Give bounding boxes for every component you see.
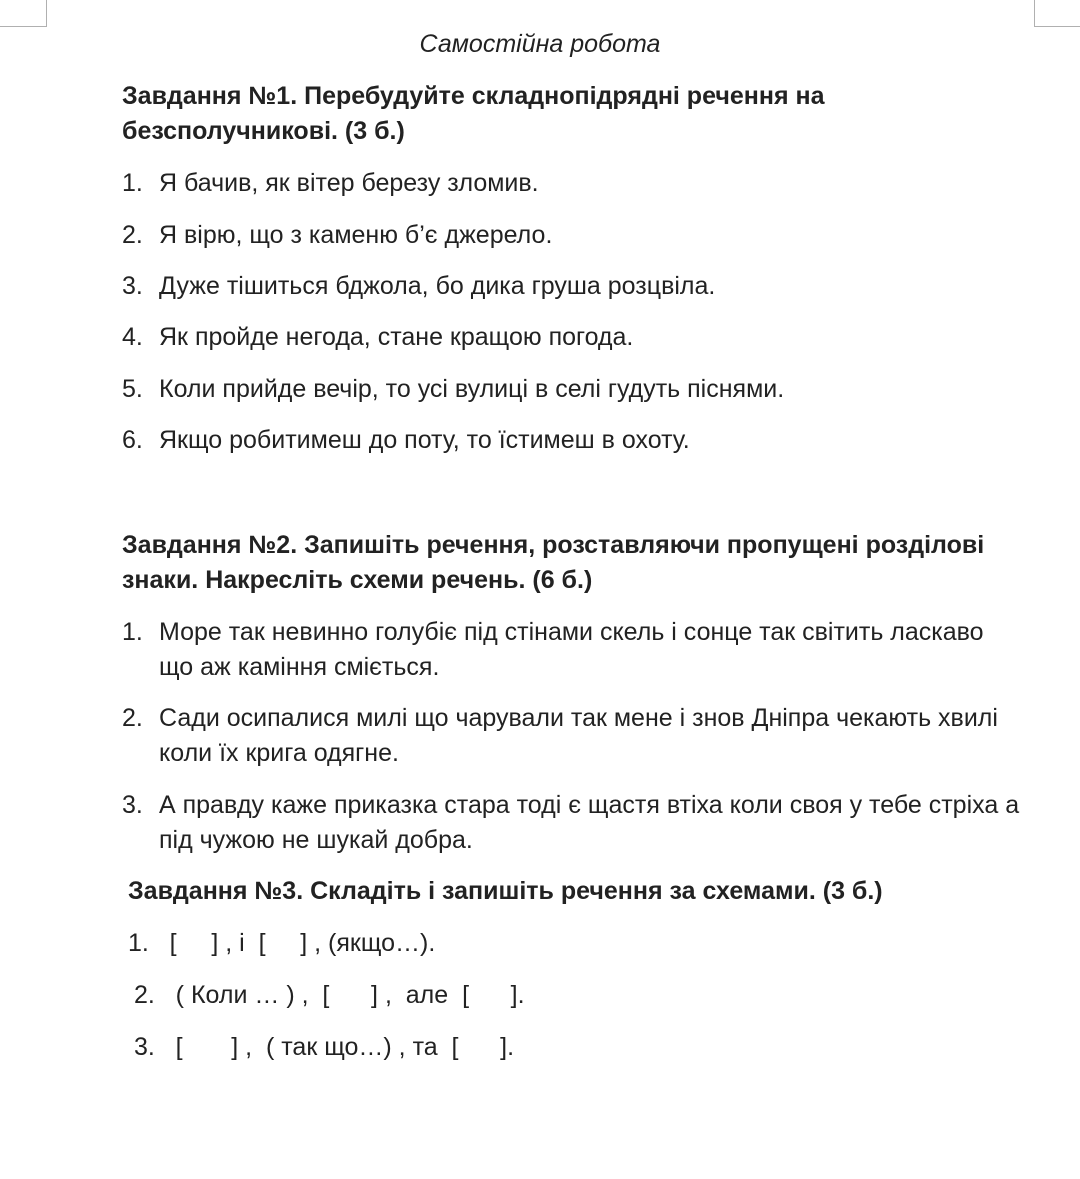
task1-heading: Завдання №1. Перебудуйте складнопідрядні речення на безсполучникові. (3 б.) — [122, 82, 825, 145]
item-number: 1. — [122, 169, 143, 197]
task2-item-2 — [122, 701, 1022, 771]
crop-mark-top-right — [1034, 0, 1080, 27]
item-number: 6. — [122, 426, 143, 454]
task2-heading: Завдання №2. Запишіть речення, розставляючи пропущені розділові знаки. Накресліть схеми речень. (6 б.) — [122, 531, 985, 594]
item-number: 3. — [122, 791, 143, 819]
task3-scheme-2: 2. ( Коли … ) , [ ] , але [ ]. — [134, 981, 525, 1009]
item-number: 4. — [122, 323, 143, 351]
task1-item-3 — [122, 269, 1022, 304]
task2-item-3 — [122, 788, 1022, 858]
item-text: Коли прийде вечір, то усі вулиці в селі гудуть піснями. — [159, 375, 785, 403]
item-number: 2. — [122, 221, 143, 249]
task3-heading: Завдання №3. Складіть і запишіть речення за схемами. (3 б.) — [128, 877, 883, 905]
task1-item-1 — [122, 166, 1022, 201]
item-text: А правду каже приказка стара тоді є щастя втіха коли своя у тебе стріха а під чужою не шукай добра. — [159, 791, 1020, 854]
item-number: 1. — [122, 618, 143, 646]
task2-item-1 — [122, 615, 1022, 685]
item-text: Я вірю, що з каменю б’є джерело. — [159, 221, 553, 249]
item-text: Сади осипалися милі що чарували так мене і знов Дніпра чекають хвилі коли їх крига одягне. — [159, 704, 998, 767]
task3-scheme-3: 3. [ ] , ( так що…) , та [ ]. — [134, 1033, 515, 1061]
item-text: Море так невинно голубіє під стінами скель і сонце так світить ласкаво що аж каміння сміється. — [159, 618, 984, 681]
crop-mark-top-left — [0, 0, 47, 27]
item-number: 2. — [122, 704, 143, 732]
document-title: Самостійна робота — [419, 30, 661, 58]
item-number: 3. — [122, 272, 143, 300]
item-text: Дуже тішиться бджола, бо дика груша розцвіла. — [159, 272, 716, 300]
item-text: Якщо робитимеш до поту, то їстимеш в охоту. — [159, 426, 690, 454]
item-text: Я бачив, як вітер березу зломив. — [159, 169, 539, 197]
item-number: 5. — [122, 375, 143, 403]
task1-item-4 — [122, 320, 1022, 355]
task1-item-2 — [122, 218, 1022, 253]
item-text: Як пройде негода, стане кращою погода. — [159, 323, 634, 351]
task3-scheme-1: 1. [ ] , і [ ] , (якщо…). — [128, 929, 436, 957]
task1-item-6 — [122, 423, 1022, 458]
task1-item-5 — [122, 372, 1022, 407]
